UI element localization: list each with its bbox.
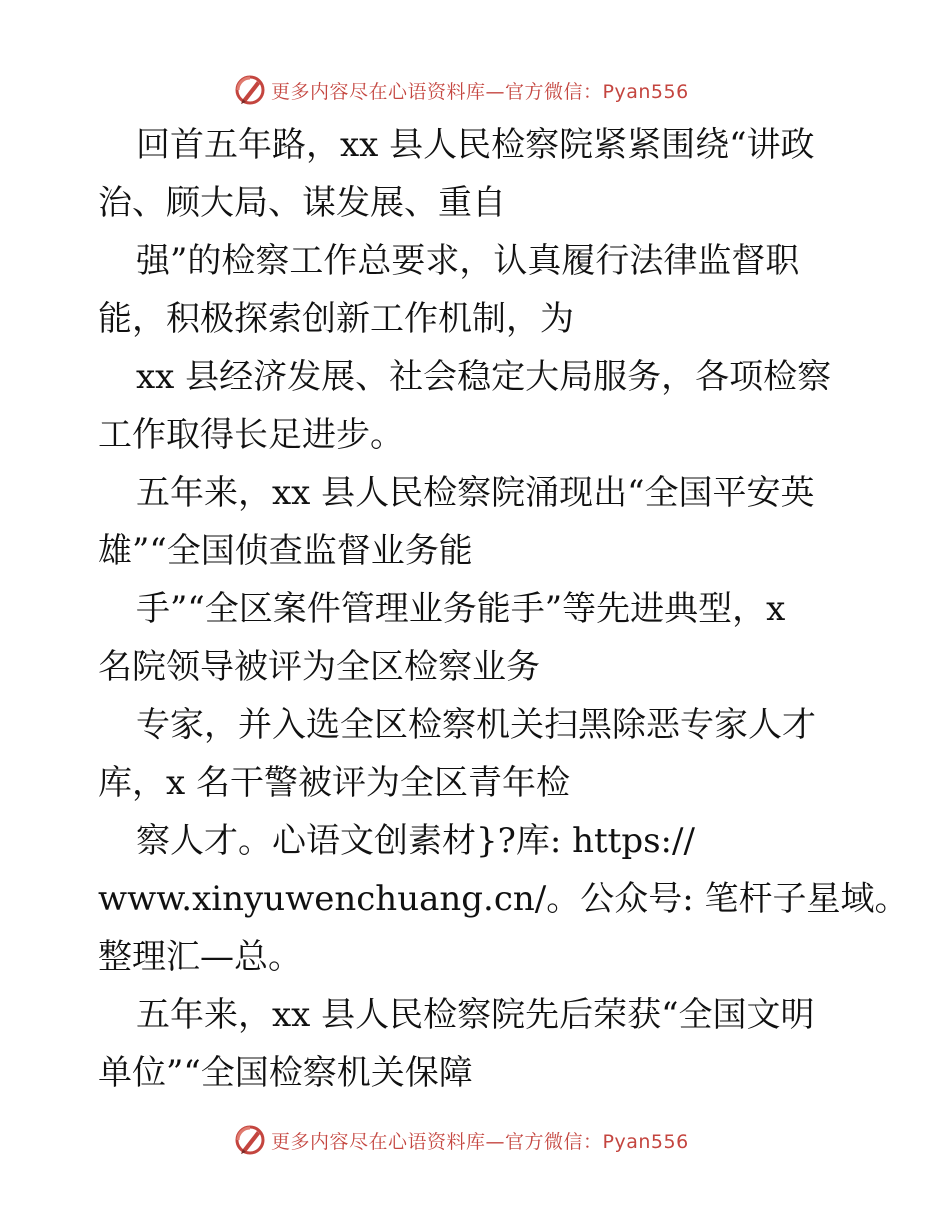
paragraph-line: 回首五年路，xx 县人民检察院紧紧围绕“讲政 bbox=[136, 125, 815, 165]
watermark-text: 更多内容尽在心语资料库—官方微信：Pyan556 bbox=[271, 1130, 689, 1153]
header-watermark bbox=[233, 70, 689, 110]
watermark-text: 更多内容尽在心语资料库—官方微信：Pyan556 bbox=[271, 80, 689, 103]
footer-watermark bbox=[233, 1120, 689, 1160]
paragraph-line: 名院领导被评为全区检察业务 bbox=[98, 647, 540, 687]
paragraph-line: 库，x 名干警被评为全区青年检 bbox=[98, 763, 570, 803]
document-body bbox=[98, 116, 909, 1102]
paragraph-line: 工作取得长足进步。 bbox=[98, 415, 404, 455]
pen-logo-icon bbox=[233, 1123, 267, 1157]
paragraph-line: 五年来，xx 县人民检察院涌现出“全国平安英 bbox=[136, 473, 815, 513]
paragraph-line: 察人才。心语文创素材}?库: https:// bbox=[136, 821, 695, 861]
pen-logo-icon bbox=[233, 73, 267, 107]
paragraph-line: www.xinyuwenchuang.cn/。公众号: 笔杆子星域。 bbox=[98, 879, 909, 919]
paragraph-line: 治、顾大局、谋发展、重自 bbox=[98, 183, 506, 223]
paragraph-line: 雄”“全国侦查监督业务能 bbox=[98, 531, 473, 571]
paragraph-line: 整理汇—总。 bbox=[98, 937, 302, 977]
paragraph-line: 手”“全区案件管理业务能手”等先进典型，x bbox=[136, 589, 786, 629]
paragraph-line: 强”的检察工作总要求，认真履行法律监督职 bbox=[136, 241, 800, 281]
paragraph-line: xx 县经济发展、社会稳定大局服务，各项检察 bbox=[136, 357, 832, 397]
paragraph-line: 五年来，xx 县人民检察院先后荣获“全国文明 bbox=[136, 995, 815, 1035]
paragraph-line: 专家，并入选全区检察机关扫黑除恶专家人才 bbox=[136, 705, 816, 745]
paragraph-line: 能，积极探索创新工作机制，为 bbox=[98, 299, 574, 339]
paragraph-line: 单位”“全国检察机关保障 bbox=[98, 1053, 473, 1093]
